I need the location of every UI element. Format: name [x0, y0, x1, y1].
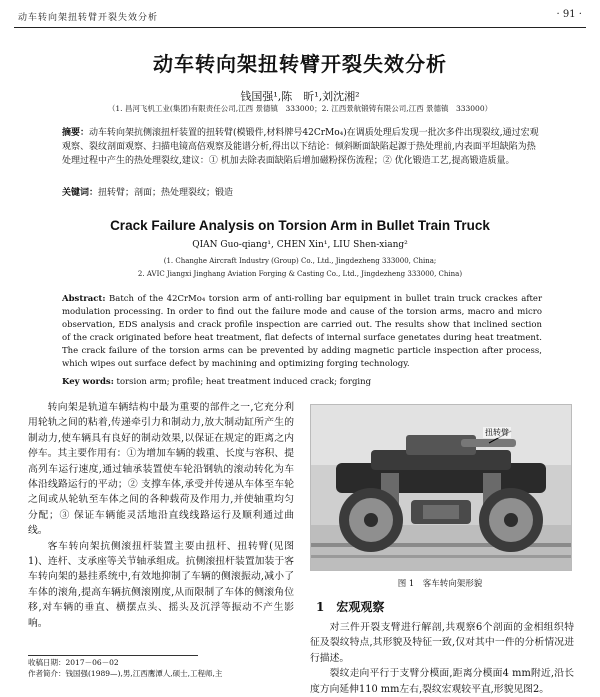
- abstract-english-label: Abstract:: [62, 294, 106, 304]
- abstract-chinese: [62, 126, 542, 168]
- title-english: Crack Failure Analysis on Torsion Arm in Bullet Train Truck: [110, 218, 490, 233]
- authors-chinese: 钱国强¹,陈 昕¹,刘沈湘²: [240, 90, 360, 103]
- intro-paragraph: 客车转向架抗侧滚扭杆装置主要由扭杆、扭转臂(见图1)、连杆、支承座等关节轴承组成。抗侧滚扭杆装置加装于客车转向架的悬挂系统中,有效地抑制了车辆的侧滚振动,减小了车体的滚角,提高车辆抗侧滚刚度,从而限制了车体的侧滚角位移,对车辆的垂直、横摆点头、摇头及沉浮等振动不产生影响。: [28, 540, 294, 629]
- title-chinese: 动车转向架扭转臂开裂失效分析: [153, 52, 447, 76]
- section-1-paragraph: 对三件开裂支臂进行解剖,共观察6个剖面的金相组织特征及裂纹特点,其形貌及特征一致,仅对其中一件的分析情况进行描述。: [310, 622, 574, 664]
- intro-column: [28, 400, 294, 631]
- footnote-received: 收稿日期：2017－06－02: [28, 658, 119, 667]
- affiliation-english-1: (1. Changhe Aircraft Industry (Group) Co., Ltd., Jingdezheng 333000, China;: [163, 257, 437, 265]
- page-number: · 91 ·: [556, 9, 582, 20]
- abstract-chinese-label: 摘要：: [62, 128, 90, 138]
- abstract-english-text: Batch of the 42CrMo₄ torsion arm of anti-rolling bar equipment in bullet train truck crackes after modulation processing. In order to find out the failure mode and cause of the torsion arms, macro and micro observation, EDS analysis and crack profile inspection are carried out. The results show that inclined section of the crack originated before heat treatment, flat defects of internal surface genetates during heat treatment. The crack failure of the torsion arms can be prevented by adding magnetic particle inspection after process, which wipes out surface defect by machining and optimizing forging technology.: [62, 294, 543, 369]
- figure-inner-label: 扭转臂: [485, 428, 509, 437]
- figure-1-caption: 图 1 客车转向架形貌: [397, 579, 483, 589]
- intro-paragraph: 转向架是轨道车辆结构中最为重要的部件之一,它充分利用轮轨之间的粘着,传递牵引力和制动力,放大制动缸所产生的制动力,使车辆具有良好的制动效果,以保证在规定的距离之内停车。其主要作用有：①为增加车辆的载重、长度与容积、提高列车运行速度,通过轴承装置使车轮沿钢轨的滚动转化为车体沿线路运行的平动；② 支撑车体,承受并传递从车体至车轮之间或从轮轨至车体之间的各种载荷及作用力,并使轴重均匀分配；③ 保证车辆能灵活地沿直线线路运行及顺利通过曲线。: [28, 402, 294, 537]
- footnote-author-bio: 作者简介：钱国强(1989—),男,江西鹰潭人,硕士,工程师,主: [28, 669, 223, 678]
- authors-english: QIAN Guo-qiang¹, CHEN Xin¹, LIU Shen-xiang²: [192, 240, 408, 250]
- affiliations-chinese: （1. 昌河飞机工业(集团)有限责任公司,江西 景德镇 333000；2. 江西景航锻铸有限公司,江西 景德镇 333000）: [107, 104, 493, 113]
- affiliation-english-2: 2. AVIC Jiangxi Jinghang Aviation Forging & Casting Co., Ltd., Jingdezheng 333000, China): [137, 270, 463, 278]
- keywords-chinese-label: 关键词：: [62, 188, 99, 198]
- bogie-illustration: [311, 405, 571, 570]
- running-header-title: 动车转向架扭转臂开裂失效分析: [18, 13, 159, 23]
- keywords-english-text: torsion arm; profile; heat treatment induced crack; forging: [116, 377, 372, 387]
- section-1-heading: 1 宏观观察: [316, 600, 385, 614]
- abstract-chinese-text: 动车转向架抗侧滚扭杆装置的扭转臂(模锻件,材料牌号42CrMo₄)在调质处理后发现一批次多件出现裂纹,通过宏观观察、裂纹剖面观察、扫描电镜高倍观察及能谱分析,得出以下结论：倾斜断面缺陷起源于热处理前,内表面平坦缺陷为热处理过程中产生的热处理裂纹,建议：① 机加去除表面缺陷后增加磁粉探伤流程；② 优化锻造工艺,提高锻造质量。: [62, 128, 539, 166]
- keywords-chinese: [62, 186, 542, 200]
- footnote-rule: [28, 655, 198, 656]
- keywords-chinese-text: 扭转臂；剖面；热处理裂纹；锻造: [98, 188, 234, 198]
- section-1-paragraph: 裂纹走向平行于支臂分模面,距离分模面4 mm附近,沿长度方向延伸110 mm左右,裂纹宏观较平直,形貌见图2。: [310, 668, 574, 695]
- figure-1-photo: [310, 404, 572, 571]
- header-rule: [14, 27, 586, 28]
- section-1-column: [310, 620, 574, 697]
- keywords-english-label: Key words:: [62, 377, 114, 387]
- keywords-english: [62, 377, 542, 387]
- abstract-english: [62, 293, 542, 371]
